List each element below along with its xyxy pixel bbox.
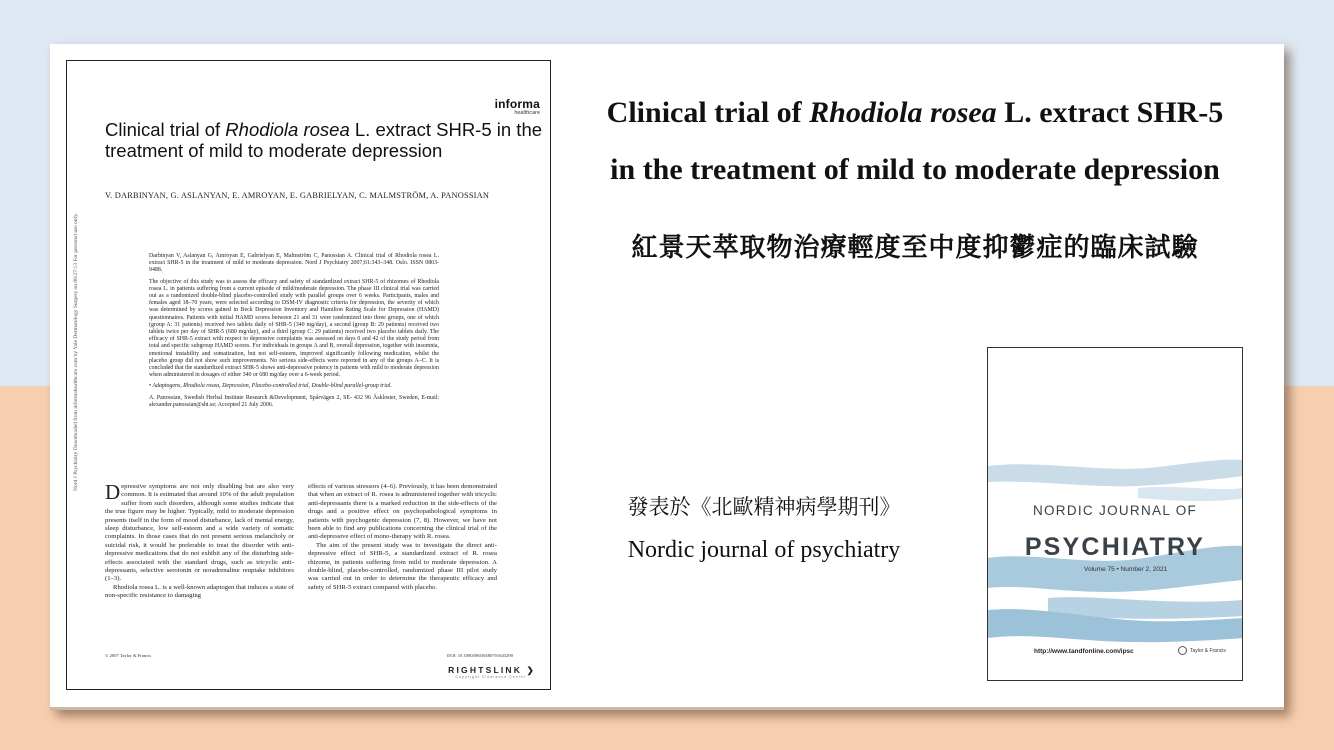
body-paragraph: Rhodiola rosea L. is a well-known adaptogen that induces a state of non-specific resistance to damaging	[105, 583, 294, 600]
paper-authors: V. DARBINYAN, G. ASLANYAN, E. AMROYAN, E. GABRIELYAN, C. MALMSTRÖM, A. PANOSSIAN	[105, 191, 490, 200]
cover-title-line2: PSYCHIATRY	[1024, 533, 1206, 561]
citation: Darbinyan V, Aslanyan G, Amroyan E, Gabrielyan E, Malmström C, Panossian A. Clinical trial of Rhodiola rosea L. extract SHR-5 in the treatment of mild to moderate depression. Nord J Psychiatry 2007;61:343–348. Oslo. ISSN 0803-9488.	[149, 253, 439, 274]
title-english-line2: in the treatment of mild to moderate depression	[610, 153, 1220, 186]
title-chinese: 紅景天萃取物治療輕度至中度抑鬱症的臨床試驗	[631, 233, 1199, 263]
body-column-1	[105, 480, 294, 601]
title-species: Rhodiola rosea	[809, 96, 997, 129]
rightslink-logo: RIGHTSLINK ❯	[448, 665, 536, 675]
cover-volume: Volume 75 • Number 2, 2021	[1084, 566, 1168, 573]
taylor-francis-logo-icon	[1178, 646, 1187, 655]
title-part: Clinical trial of	[606, 96, 810, 129]
journal-name-english: Nordic journal of psychiatry	[627, 537, 901, 563]
cover-title-line1: NORDIC JOURNAL OF	[1032, 503, 1198, 518]
paper-title-species: Rhodiola rosea	[225, 119, 350, 140]
paper-title-part: L. extract SHR-5 in the treatment of mild to moderate depression	[105, 119, 543, 161]
paper-title	[105, 119, 545, 161]
journal-cover	[987, 347, 1243, 681]
body-paragraph: epressive symptoms are not only disabling but are also very common. It is estimated that around 10% of the adult population suffer from such disorders, although some studies indicate that the true figure may be higher. Typically, mild to moderate depression presents itself in the form of mood disturbance, lack of mental energy, sleep disturbance, low self-esteem and a wide variety of somatic complaints. In those cases that do not present serious melancholy or suicidal risk, it would be preferable to treat the disorder with anti-depressive medications that do not exhibit any of the disturbing side-effects associated with the standard drugs, such as tricyclic anti-depressants, selective serotonin or noradrenaline reuptake inhibitors (1–3).	[105, 483, 294, 583]
cover-url: http://www.tandfonline.com/ipsc	[1034, 648, 1134, 655]
publisher-name: informa	[494, 97, 540, 111]
journal-name-chinese: 發表於《北歐精神病學期刊》	[627, 495, 901, 519]
publisher-sub: healthcare	[514, 110, 540, 116]
title-english	[554, 84, 1276, 198]
cover-publisher	[1178, 646, 1226, 655]
paper-scan	[66, 60, 551, 690]
download-note: Nord J Psychiatry Downloaded from informahealthcare.com by Yale Dermatology Surgery on 06/27/13 For personal use only.	[73, 213, 79, 491]
drop-cap: D	[105, 480, 121, 504]
abstract	[149, 253, 439, 413]
rightslink-text: RIGHTSLINK	[448, 665, 523, 675]
doi: DOI: 10.1080/08039480701643290	[447, 653, 513, 658]
affiliation: A. Panossian, Swedish Herbal Institute Research &Development, Spårvägen 2, SE- 432 96 Åskloster, Sweden, E-mail: alexander.panossian@shi.se; Accepted 21 July 2006.	[149, 394, 439, 408]
abstract-text: The objective of this study was to assess the efficacy and safety of standardized extract SHR-5 of rhizomes of Rhodiola rosea L. in patients suffering from a current episode of mild/moderate depression. The phase III clinical trial was carried out as a randomized double-blind placebo-controlled study with parallel groups over 6 weeks. Participants, males and females aged 18–70 years, were selected according to DSM-IV diagnostic criteria for depression, the severity of which was determined by scores gained in Beck Depression Inventory and Hamilton Rating Scale for Depression (HAMD) questionnaires. Patients with initial HAMD scores between 21 and 31 were randomized into three groups, one of which (group A: 31 patients) received two tablets daily of SHR-5 (340 mg/day), a second (group B: 29 patients) received two tablets twice per day of SHR-5 (680 mg/day), and a third (group C: 29 patients) received two placebo tablets daily. The efficacy of SHR-5 extract with respect to depressive complaints was assessed on days 0 and 42 of the study period from total and specific subgroup HAMD scores. For individuals in groups A and B, overall depression, together with insomnia, emotional instability and somatization, but not self-esteem, improved significantly following medication, whilst the placebo group did not show such improvements. No serious side-effects were reported in any of the groups A–C. It is concluded that the standardized extract SHR-5 shows anti-depressive potency in patients with mild to moderate depression when administered in dosages of either 340 or 680 mg/day over a 6-week period.	[149, 278, 439, 379]
keywords: • Adaptogens, Rhodiola rosea, Depression, Placebo-controlled trial, Double-blind parallel-group trial.	[149, 383, 392, 390]
cover-publisher-name: Taylor & Francis	[1190, 647, 1226, 654]
body-column-2	[308, 483, 497, 601]
body-text	[105, 480, 497, 601]
title-part: L. extract SHR-5	[996, 96, 1224, 129]
paper-title-part: Clinical trial of	[105, 119, 226, 140]
rightslink-sub: Copyright Clearance Center	[455, 675, 526, 679]
body-paragraph: The aim of the present study was to investigate the direct anti-depressive effect of SHR-5, a standardized extract of R. rosea rhizome, in patients suffering from mild to moderate depression. A double-blind, placebo-controlled, randomized phase III pilot study was carried out in order to determine the therapeutic efficacy and safety of SHR-5 extract compared with placebo.	[308, 541, 497, 591]
title-english-line1	[554, 84, 1276, 141]
publisher-logo	[495, 97, 540, 116]
copyright: © 2007 Taylor & Francis	[105, 653, 152, 658]
slide-card	[50, 44, 1284, 710]
body-paragraph: effects of various stressors (4–6). Previously, it has been demonstrated that when an extract of R. rosea is administered together with tricyclic anti-depressants there is a marked reduction in the side-effects of the drugs and a positive effect on psychopathological symptoms in patients with psychogenic depression (7, 8). However, we have not been able to find any publications concerning the clinical trial of the anti-depressive effect of mono-therapy with R. rosea.	[308, 483, 497, 541]
paper-footer	[105, 653, 513, 658]
